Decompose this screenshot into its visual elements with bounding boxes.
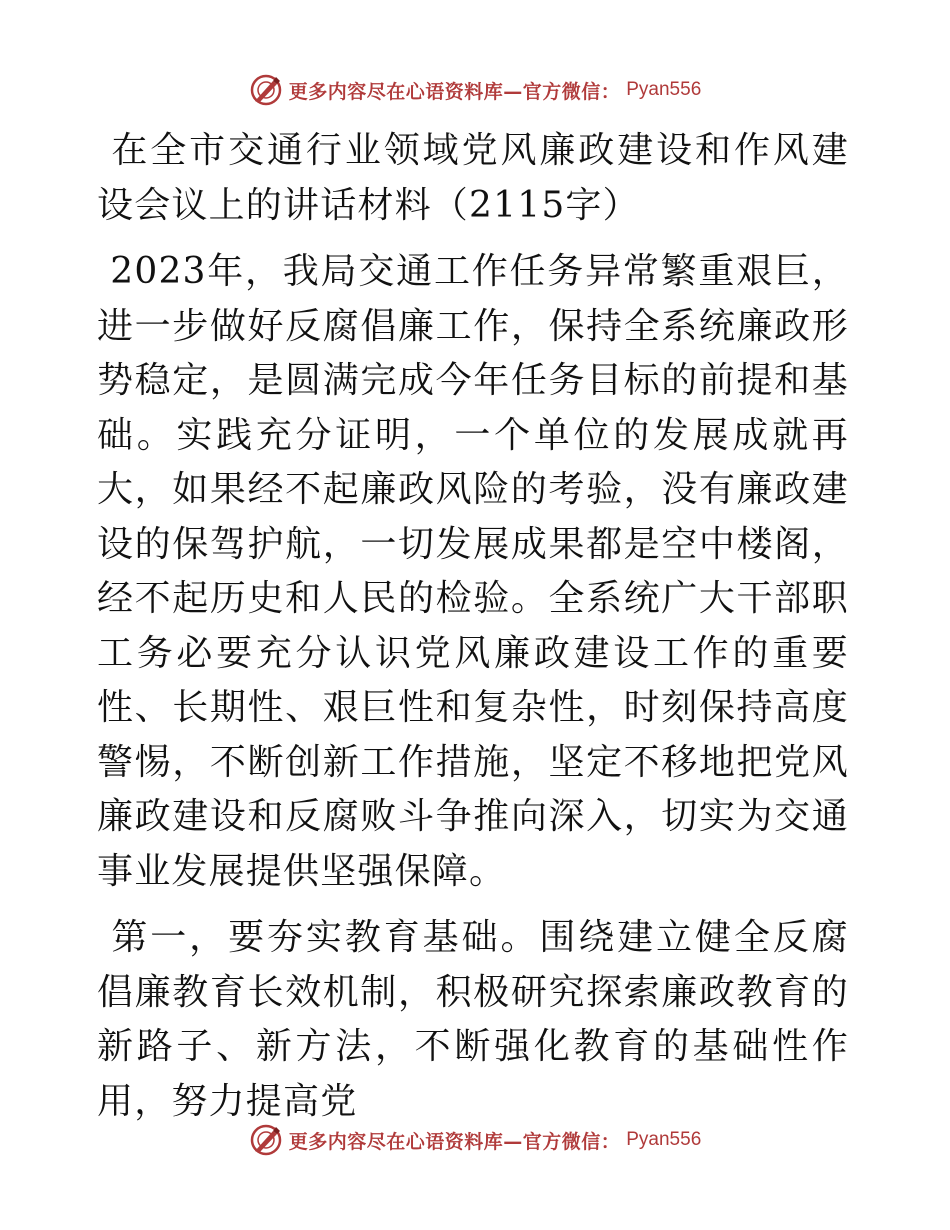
document-title: 在全市交通行业领域党风廉政建设和作风建设会议上的讲话材料（2115字） bbox=[97, 130, 849, 226]
pen-circle-logo-icon bbox=[249, 1123, 283, 1157]
header-watermark-banner bbox=[0, 70, 950, 110]
header-banner-text: 更多内容尽在心语资料库—官方微信： bbox=[288, 80, 621, 103]
paragraph-1: 2023年，我局交通工作任务异常繁重艰巨，进一步做好反腐倡廉工作，保持全系统廉政形势稳定，是圆满完成今年任务目标的前提和基础。实践充分证明，一个单位的发展成就再大，如果经不起廉政风险的考验，没有廉政建设的保驾护航，一切发展成果都是空中楼阁，经不起历史和人民的检验。全系统广大干部职工务必要充分认识党风廉政建设工作的重要性、长期性、艰巨性和复杂性，时刻保持高度警惕，不断创新工作措施，坚定不移地把党风廉政建设和反腐败斗争推向深入，切实为交通事业发展提供坚强保障。 bbox=[97, 251, 849, 892]
paragraph-2: 第一，要夯实教育基础。围绕建立健全反腐倡廉教育长效机制，积极研究探索廉政教育的新路子、新方法，不断强化教育的基础性作用，努力提高党 bbox=[97, 917, 849, 1122]
footer-banner-text: 更多内容尽在心语资料库—官方微信： bbox=[288, 1130, 621, 1153]
footer-banner-wechat-id: Pyan556 bbox=[626, 1129, 702, 1150]
pen-circle-logo-icon bbox=[249, 73, 283, 107]
header-banner-wechat-id: Pyan556 bbox=[626, 79, 702, 100]
document-body bbox=[97, 124, 849, 1129]
footer-watermark-banner bbox=[0, 1120, 950, 1160]
